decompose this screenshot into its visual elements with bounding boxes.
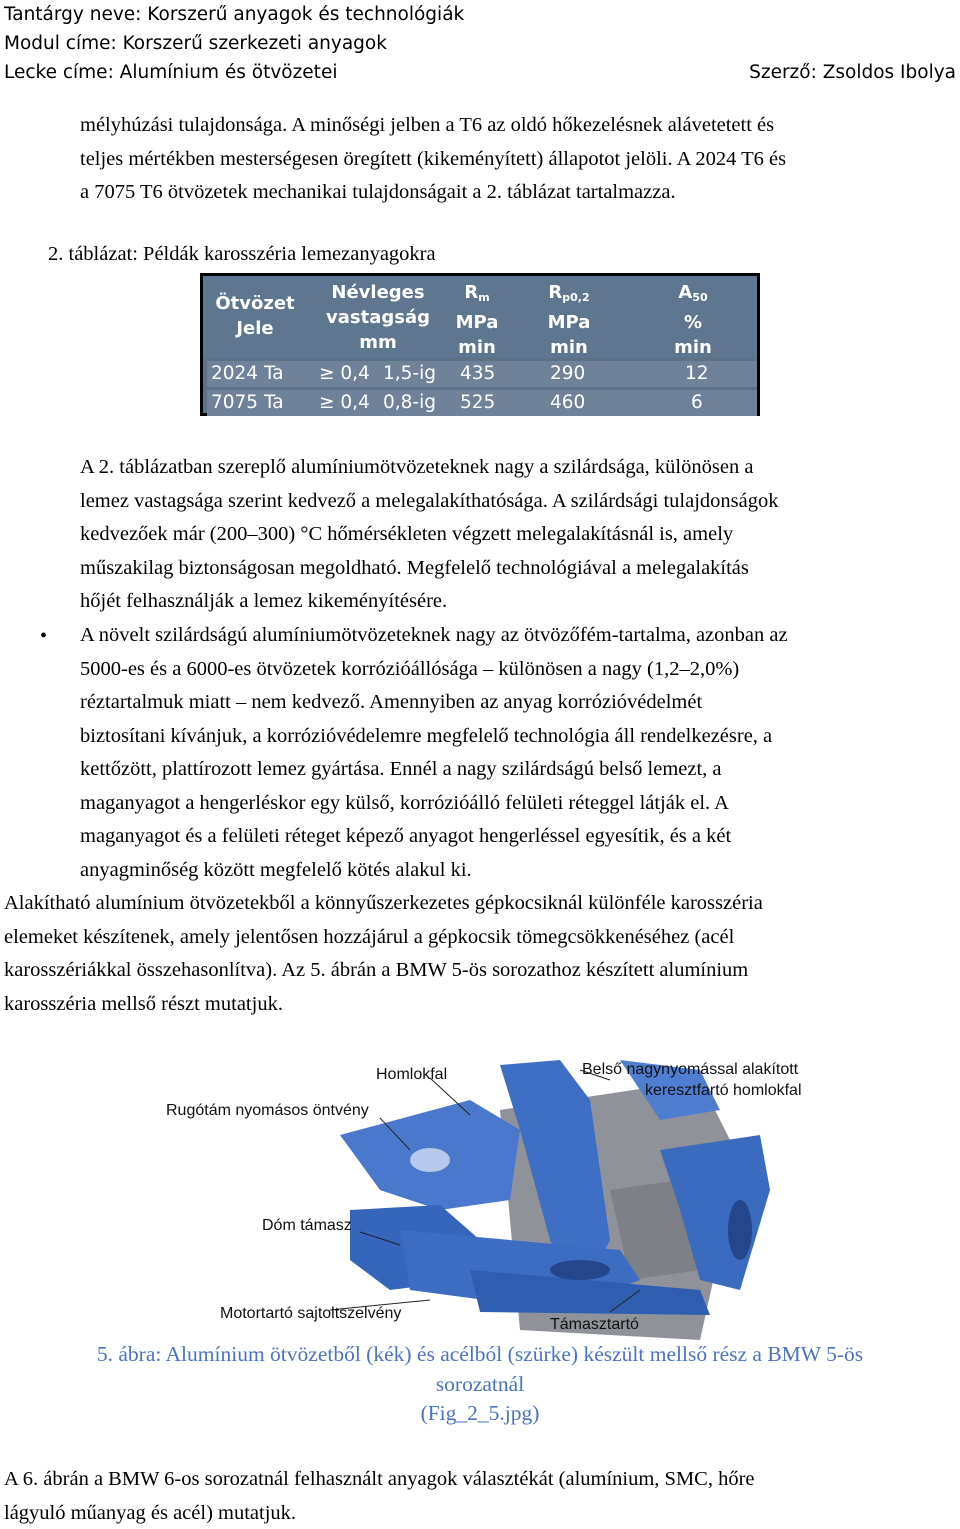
text-line: anyagminőség között megfelelő kötés alakul ki. [80, 858, 472, 881]
shadow-shape [550, 1260, 610, 1280]
text-line: A növelt szilárdságú alumíniumötvözeteknek nagy az ötvözőfém-tartalma, azonban az [80, 624, 788, 646]
caption-line: 5. ábra: Alumínium ötvözetből (kék) és acélból (szürke) készült mellső rész a BMW 5-ös [96, 1342, 864, 1366]
table-cell: ≥ 0,4 [319, 363, 370, 384]
label-strut: Rugótám nyomásos öntvény [166, 1102, 369, 1119]
shadow-shape [728, 1200, 752, 1260]
table-cell: 6 [691, 392, 703, 413]
paragraph-strength [80, 451, 956, 619]
table-cell: 12 [685, 363, 709, 384]
label-homlokfal: Homlokfal [376, 1066, 448, 1083]
text-line: teljes mértékben mesterségesen öregített (kikeményített) állapotot jelöli. A 2024 T6 és [80, 147, 787, 170]
table-cell: ≥ 0,4 [319, 392, 370, 413]
label-cross-member: Belső nagynyomással alakított [582, 1061, 799, 1078]
text-line: kedvezőek már (200–300) °C hőmérsékleten végzett melegalakításnál is, amely [80, 523, 734, 545]
subject-title: Tantárgy neve: Korszerű anyagok és technológiák [4, 4, 465, 25]
table-row [207, 361, 757, 387]
material-table [200, 273, 760, 416]
header-cell-a50: $A_{50}$ % min [674, 282, 712, 358]
text-line: kettőzött, plattírozott lemez gyártása. Ennél a nagy szilárdságú belső lemezt, a [80, 758, 722, 780]
text-line: műszakilag biztonságosan megoldható. Megfelelő technológiával a melegalakítás [80, 556, 749, 579]
header-cell-rm: $R_m$ MPa min [455, 282, 499, 358]
table-cell: 525 [460, 392, 496, 413]
bullet-marker: • [40, 625, 48, 647]
figure-bmw-front-structure [140, 1040, 830, 1340]
caption-line: (Fig_2_5.jpg) [420, 1401, 540, 1425]
text-line: a 7075 T6 ötvözetek mechanikai tulajdonságait a 2. táblázat tartalmazza. [80, 181, 676, 203]
text-line: lemez vastagsága szerint kedvező a melegalakíthatósága. A szilárdsági tulajdonságok [80, 489, 779, 512]
label-dome: Dóm támasz [262, 1217, 352, 1234]
label-cross-member-2: keresztfartó homlokfal [645, 1082, 802, 1099]
text-line: maganyagot a hengerléskor egy külső, korrózióálló felületi réteggel látják el. A [80, 791, 729, 814]
header-cell-alloy: Ötvözet Jele [215, 293, 295, 339]
text-line: A 6. ábrán a BMW 6-os sorozatnál felhasznált anyagok választékát (alumínium, SMC, hőre [4, 1468, 755, 1490]
table-header-row [203, 276, 757, 358]
paragraph-closing [4, 1463, 956, 1529]
text-line: 5000-es és a 6000-es ötvözetek korrózióállósága – különösen a nagy (1,2–2,0%) [80, 657, 740, 680]
figure-caption [20, 1340, 940, 1429]
text-line: hőjét felhasználják a lemez kikeményítésére. [80, 590, 448, 612]
table-row [207, 390, 757, 416]
table-cell: 290 [550, 363, 586, 384]
text-line: lágyuló műanyag és acél) mutatjuk. [4, 1501, 297, 1524]
text-line: A 2. táblázatban szereplő alumíniumötvözeteknek nagy a szilárdsága, különösen a [80, 456, 754, 478]
lesson-title: Lecke címe: Alumínium és ötvözetei [4, 62, 338, 83]
table-cell: 0,8-ig [383, 392, 436, 413]
module-title: Modul címe: Korszerű szerkezeti anyagok [4, 33, 387, 54]
author-name: Szerző: Zsoldos Ibolya [749, 62, 956, 83]
text-line: maganyagot és a felületi réteget képező anyagot hengerléssel egyesítik, és a két [80, 825, 732, 847]
table-cell: 1,5-ig [383, 363, 436, 384]
text-line: biztosítani kívánjuk, a korrózióvédelemre megfelelő technológia áll rendelkezésre, a [80, 724, 773, 747]
text-line: elemeket készítenek, amely jelentősen hozzájárul a gépkocsik tömegcsökkenéséhez (acél [4, 925, 735, 948]
text-line: karosszériákkal összehasonlítva). Az 5. ábrán a BMW 5-ös sorozathoz készített alumínium [4, 959, 749, 981]
table-cell: 435 [460, 363, 496, 384]
paragraph-body [4, 887, 956, 1021]
table-cell: 460 [550, 392, 586, 413]
header-cell-thickness: Névleges vastagság mm [326, 282, 430, 353]
table-cell: 2024 Ta [211, 363, 284, 384]
paragraph-corrosion [80, 619, 956, 887]
label-support: Támasztartó [550, 1316, 639, 1333]
text-line: réztartalmuk miatt – nem kedvező. Amennyiben az anyag korrózióvédelmét [80, 691, 703, 713]
text-line: Alakítható alumínium ötvözetekből a könnyűszerkezetes gépkocsiknál különféle karosszéria [4, 892, 763, 914]
text-line: karosszéria mellső részt mutatjuk. [4, 992, 283, 1015]
table-cell: 7075 Ta [211, 392, 284, 413]
hole-shape [410, 1148, 450, 1172]
table-caption: 2. táblázat: Példák karosszéria lemezanyagokra [48, 243, 436, 265]
paragraph-intro [80, 109, 956, 210]
label-motor: Motortartó sajtoltszelvény [220, 1305, 402, 1322]
caption-line: sorozatnál [435, 1371, 525, 1396]
text-line: mélyhúzási tulajdonsága. A minőségi jelben a T6 az oldó hőkezelésnek alávetetett és [80, 114, 775, 136]
page-header [4, 0, 956, 87]
header-cell-rp02: $R_{p0,2}$ MPa min [547, 282, 591, 358]
